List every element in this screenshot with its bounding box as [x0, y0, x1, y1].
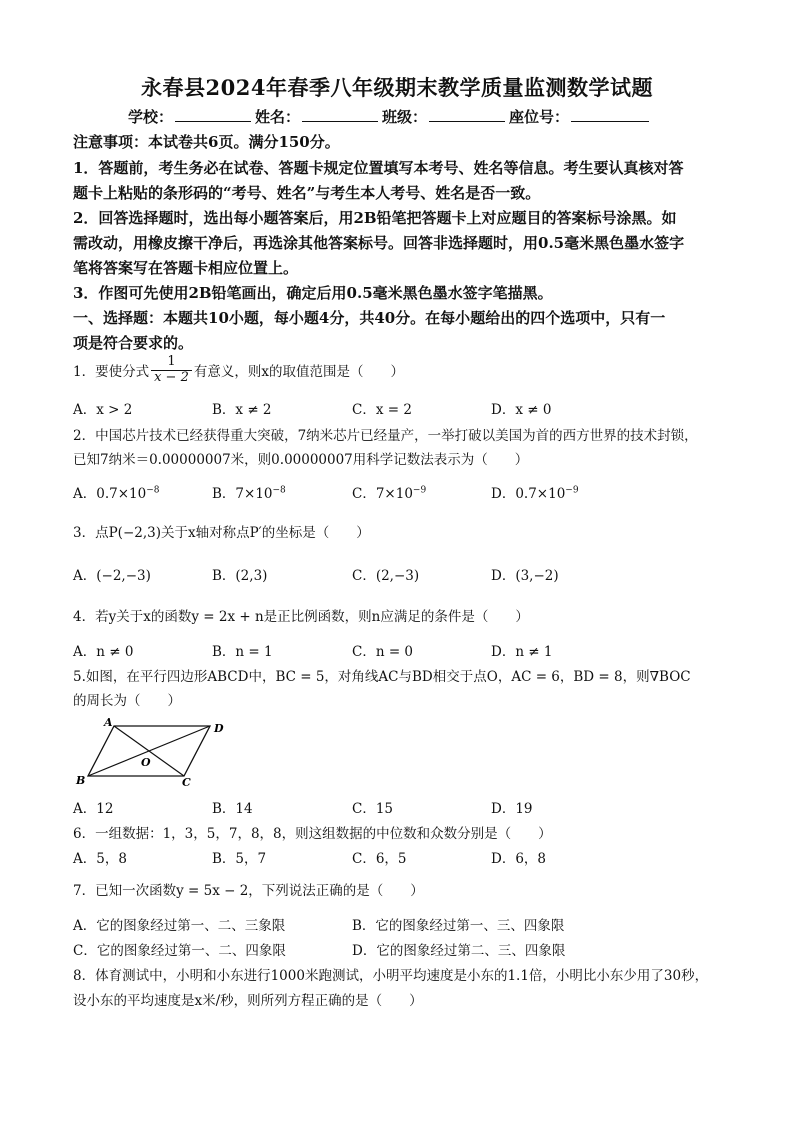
q6-option-b[interactable]: B．5，7 [212, 851, 267, 867]
q6-option-a[interactable]: A．5，8 [73, 851, 127, 867]
question-2-line1: 2．中国芯片技术已经获得重大突破，7纳米芯片已经量产，一举打破以美国为首的西方世界的技术封锁， [73, 428, 698, 444]
label-o: O [141, 756, 151, 769]
q5-option-b[interactable]: B．14 [212, 801, 253, 817]
q7-option-b[interactable]: B．它的图象经过第一、三、四象限 [352, 918, 565, 934]
question-1 [73, 355, 404, 386]
name-blank[interactable] [302, 107, 378, 122]
label-c: C [182, 776, 191, 788]
q3-option-a[interactable]: A．(−2,−3) [73, 568, 151, 584]
school-blank[interactable] [175, 107, 251, 122]
q6-option-c[interactable]: C．6，5 [352, 851, 407, 867]
notice-2c: 笔将答案写在答题卡相应位置上。 [73, 259, 299, 277]
q1-option-a[interactable]: A．x > 2 [73, 402, 133, 418]
q1-suffix: 有意义，则x的取值范围是（ ） [193, 364, 404, 381]
q3-option-c[interactable]: C．(2,−3) [352, 568, 420, 584]
q2-option-d[interactable]: D．$0.7\times 10^{-9}$ [491, 485, 579, 502]
seat-blank[interactable] [571, 107, 649, 122]
q5-option-c[interactable]: C．15 [352, 801, 394, 817]
q1-option-b[interactable]: B．x ≠ 2 [212, 402, 272, 418]
parallelogram-figure [72, 714, 232, 788]
label-a: A [104, 716, 113, 729]
label-d: D [214, 722, 224, 735]
section1-heading-b: 项是符合要求的。 [73, 334, 194, 352]
q1-option-c[interactable]: C．x = 2 [352, 402, 412, 418]
q1-numerator: 1 [167, 354, 176, 369]
label-b: B [76, 774, 86, 787]
question-8-line1: 8．体育测试中，小明和小东进行1000米跑测试，小明平均速度是小东的1.1倍，小明比小东少用了30秒， [73, 968, 709, 984]
question-4: 4．若y关于x的函数y = 2x + n是正比例函数，则n应满足的条件是（ ） [73, 609, 529, 625]
q2-option-b[interactable]: B．$7\times 10^{-8}$ [212, 485, 286, 502]
class-label: 班级： [382, 108, 428, 126]
section1-heading-a: 一、选择题：本题共10小题，每小题4分，共40分。在每小题给出的四个选项中，只有一 [73, 309, 666, 327]
q7-option-c[interactable]: C．它的图象经过第一、二、四象限 [73, 943, 286, 959]
q7-option-a[interactable]: A．它的图象经过第一、二、三象限 [73, 918, 286, 934]
notice-head: 注意事项：本试卷共6页。满分150分。 [73, 133, 340, 151]
question-2-line2: 已知7纳米＝0.00000007米，则0.00000007用科学记数法表示为（ ） [73, 452, 529, 468]
notice-2b: 需改动，用橡皮擦干净后，再选涂其他答案标号。回答非选择题时，用0.5毫米黑色墨水签字 [73, 234, 685, 252]
student-info-row [128, 106, 653, 127]
school-label: 学校： [128, 108, 174, 126]
q3-option-b[interactable]: B．(2,3) [212, 568, 268, 584]
question-3: 3．点P(−2,3)关于x轴对称点P′的坐标是（ ） [73, 525, 370, 541]
q5-option-d[interactable]: D．19 [491, 801, 533, 817]
question-7: 7．已知一次函数y = 5x − 2，下列说法正确的是（ ） [73, 883, 424, 899]
question-6: 6．一组数据：1，3，5，7，8，8，则这组数据的中位数和众数分别是（ ） [73, 826, 552, 842]
notice-2a: 2．回答选择题时，选出每小题答案后，用2B铅笔把答题卡上对应题目的答案标号涂黑。如 [73, 209, 677, 227]
q1-denominator: x − 2 [151, 370, 192, 386]
q4-option-d[interactable]: D．n ≠ 1 [491, 644, 553, 660]
seat-label: 座位号： [509, 108, 570, 126]
q4-option-a[interactable]: A．n ≠ 0 [73, 644, 134, 660]
q4-option-b[interactable]: B．n = 1 [212, 644, 273, 660]
notice-3: 3．作图可先使用2B铅笔画出，确定后用0.5毫米黑色墨水签字笔描黑。 [73, 284, 553, 302]
question-8-line2: 设小东的平均速度是x米/秒，则所列方程正确的是（ ） [73, 993, 423, 1009]
q7-option-d[interactable]: D．它的图象经过第二、三、四象限 [352, 943, 566, 959]
q2-option-a[interactable]: A．$0.7\times 10^{-8}$ [73, 485, 160, 502]
notice-1b: 题卡上粘贴的条形码的“考号、姓名”与考生本人考号、姓名是否一致。 [73, 184, 541, 202]
q1-prefix: 1．要使分式 [73, 364, 150, 381]
exam-title: 永春县2024年春季八年级期末教学质量监测数学试题 [141, 75, 653, 100]
q3-option-d[interactable]: D．(3,−2) [491, 568, 559, 584]
q2-option-c[interactable]: C．$7\times 10^{-9}$ [352, 485, 427, 502]
q1-fraction [151, 355, 192, 386]
question-5-line1: 5.如图，在平行四边形ABCD中，BC = 5，对角线AC与BD相交于点O，AC = 6，BD = 8，则∇BOC [73, 669, 691, 685]
q4-option-c[interactable]: C．n = 0 [352, 644, 414, 660]
q6-option-d[interactable]: D．6，8 [491, 851, 547, 867]
q1-option-d[interactable]: D．x ≠ 0 [491, 402, 552, 418]
class-blank[interactable] [429, 107, 505, 122]
question-5-line2: 的周长为（ ） [73, 693, 181, 709]
q5-option-a[interactable]: A．12 [73, 801, 114, 817]
name-label: 姓名： [255, 108, 301, 126]
notice-1a: 1．答题前，考生务必在试卷、答题卡规定位置填写本考号、姓名等信息。考生要认真核对答 [73, 159, 684, 177]
